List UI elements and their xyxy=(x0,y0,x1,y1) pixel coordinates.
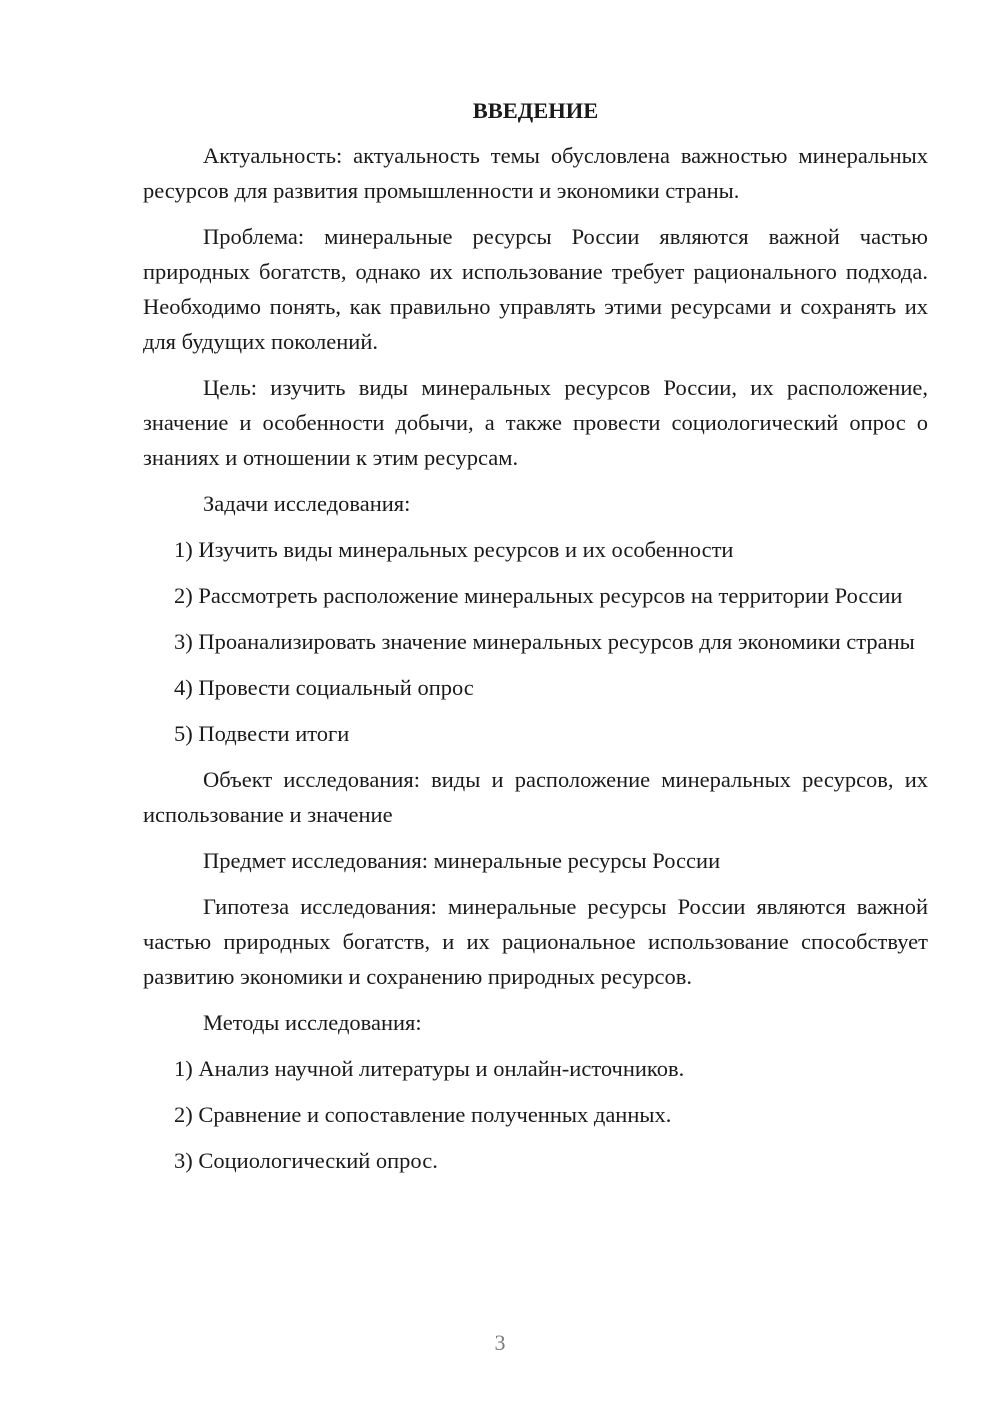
page-number: 3 xyxy=(494,1330,506,1355)
paragraph-tasks-heading: Задачи исследования: xyxy=(203,491,411,516)
task-item-3: 3) Проанализировать значение минеральных ресурсов для экономики страны xyxy=(174,629,915,654)
page-content xyxy=(143,93,928,1189)
method-item-3: 3) Социологический опрос. xyxy=(174,1148,438,1173)
paragraph-problem: Проблема: минеральные ресурсы России являются важной частью природных богатств, однако их использование требует рационального подхода. Необходимо понять, как правильно управлять этими ресурсами и сохранять их для будущих поколений. xyxy=(143,224,928,354)
task-item-4: 4) Провести социальный опрос xyxy=(174,675,474,700)
paragraph-hypothesis: Гипотеза исследования: минеральные ресурсы России являются важной частью природных богатств, и их рациональное использование способствует развитию экономики и сохранению природных ресурсов. xyxy=(143,894,928,989)
paragraph-goal: Цель: изучить виды минеральных ресурсов России, их расположение, значение и особенности добычи, а также провести социологический опрос о знаниях и отношении к этим ресурсам. xyxy=(143,375,928,470)
paragraph-methods-heading: Методы исследования: xyxy=(203,1010,422,1035)
method-item-2: 2) Сравнение и сопоставление полученных данных. xyxy=(174,1102,672,1127)
task-item-2: 2) Рассмотреть расположение минеральных ресурсов на территории России xyxy=(174,583,903,608)
task-item-1: 1) Изучить виды минеральных ресурсов и их особенности xyxy=(174,537,734,562)
task-item-5: 5) Подвести итоги xyxy=(174,721,350,746)
paragraph-subject: Предмет исследования: минеральные ресурсы России xyxy=(203,848,721,873)
paragraph-relevance: Актуальность: актуальность темы обусловлена важностью минеральных ресурсов для развития промышленности и экономики страны. xyxy=(143,143,928,203)
section-title: ВВЕДЕНИЕ xyxy=(472,98,599,123)
method-item-1: 1) Анализ научной литературы и онлайн-источников. xyxy=(174,1056,685,1081)
paragraph-object: Объект исследования: виды и расположение минеральных ресурсов, их использование и значение xyxy=(143,767,928,827)
